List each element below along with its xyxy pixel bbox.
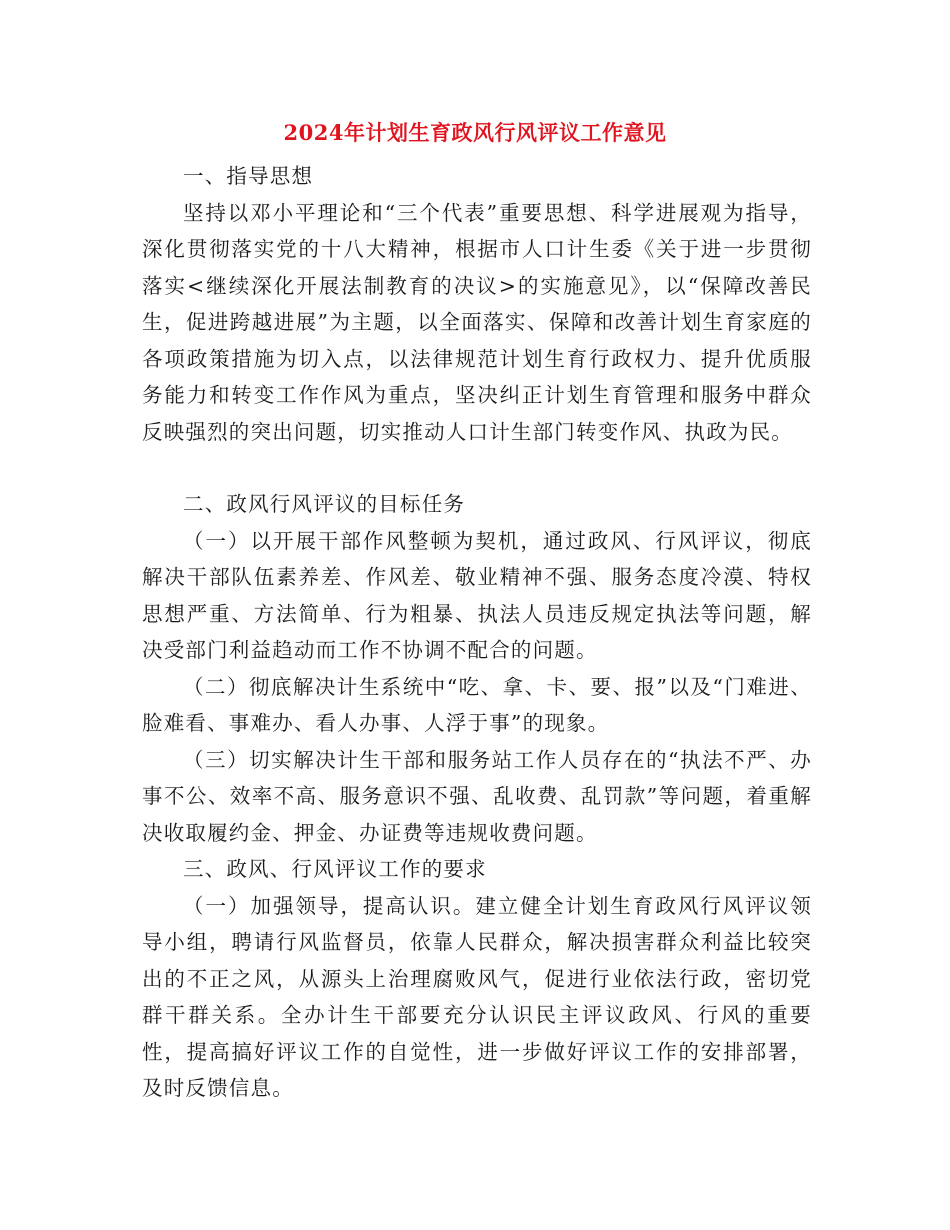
paragraph-gap xyxy=(142,450,812,486)
section-heading-3: 三、政风、行风评议工作的要求 xyxy=(183,857,487,881)
section-heading-2: 二、政风行风评议的目标任务 xyxy=(183,492,466,516)
document-title: 2024年计划生育政风行风评议工作意见 xyxy=(283,120,667,145)
section-2-item-1: （一）以开展干部作风整顿为契机，通过政风、行风评议，彻底解决干部队伍素养差、作风差、敬业精神不强、服务态度冷漠、特权思想严重、方法简单、行为粗暴、执法人员违反规定执法等问题，解决受部门利益趋动而工作不协调不配合的问题。 xyxy=(142,528,812,662)
section-2-item-3: （三）切实解决计生干部和服务站工作人员存在的“执法不严、办事不公、效率不高、服务意识不强、乱收费、乱罚款”等问题，着重解决收取履约金、押金、办证费等违规收费问题。 xyxy=(142,747,812,845)
section-paragraph-1: 坚持以邓小平理论和“三个代表”重要思想、科学进展观为指导，深化贯彻落实党的十八大精神，根据市人口计生委《关于进一步贯彻落实<继续深化开展法制教育的决议>的实施意见》，以“保障改善民生，促进跨越进展”为主题，以全面落实、保障和改善计划生育家庭的各项政策措施为切入点，以法律规范计划生育行政权力、提升优质服务能力和转变工作作风为重点，坚决纠正计划生育管理和服务中群众反映强烈的突出问题，切实推动人口计生部门转变作风、执政为民。 xyxy=(142,200,812,444)
section-heading-1: 一、指导思想 xyxy=(183,164,314,188)
document-body xyxy=(142,158,812,1107)
section-2-item-2: （二）彻底解决计生系统中“吃、拿、卡、要、报”以及“门难进、脸难看、事难办、看人办事、人浮于事”的现象。 xyxy=(142,674,812,735)
section-3-item-1: （一）加强领导，提高认识。建立健全计划生育政风行风评议领导小组，聘请行风监督员，依靠人民群众，解决损害群众利益比较突出的不正之风，从源头上治理腐败风气，促进行业依法行政，密切党群干群关系。全办计生干部要充分认识民主评议政风、行风的重要性，提高搞好评议工作的自觉性，进一步做好评议工作的安排部署，及时反馈信息。 xyxy=(142,893,812,1100)
